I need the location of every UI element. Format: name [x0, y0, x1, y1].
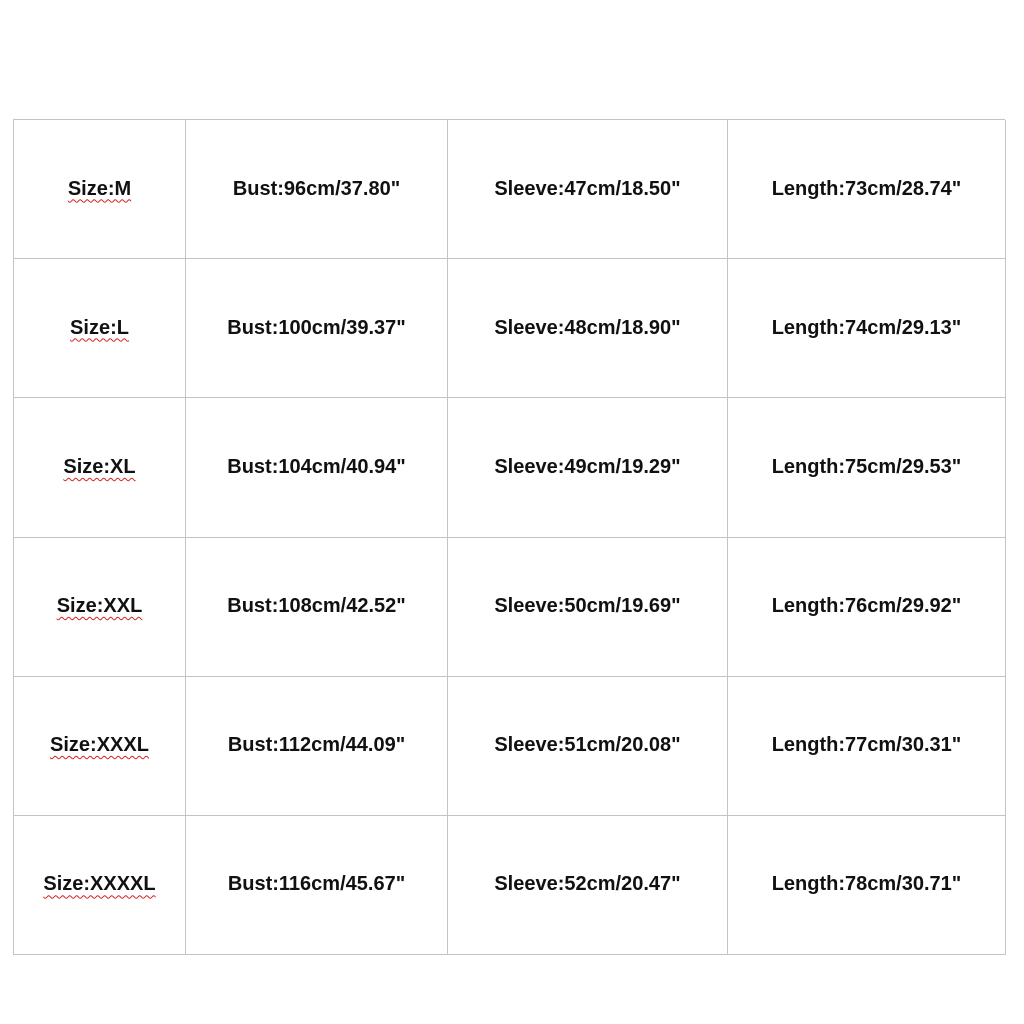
bust-cell: Bust:116cm/45.67" — [186, 816, 448, 955]
bust-cell: Bust:108cm/42.52" — [186, 538, 448, 677]
size-label: Size:L — [70, 316, 129, 339]
sleeve-cell: Sleeve:47cm/18.50" — [448, 120, 728, 259]
size-cell — [14, 677, 186, 816]
length-cell: Length:78cm/30.71" — [728, 816, 1006, 955]
size-cell — [14, 120, 186, 259]
size-cell — [14, 538, 186, 677]
bust-cell: Bust:104cm/40.94" — [186, 398, 448, 537]
size-cell — [14, 816, 186, 955]
size-cell — [14, 398, 186, 537]
length-cell: Length:75cm/29.53" — [728, 398, 1006, 537]
sleeve-cell: Sleeve:50cm/19.69" — [448, 538, 728, 677]
sleeve-cell: Sleeve:49cm/19.29" — [448, 398, 728, 537]
length-cell: Length:74cm/29.13" — [728, 259, 1006, 398]
size-cell — [14, 259, 186, 398]
length-cell: Length:77cm/30.31" — [728, 677, 1006, 816]
sleeve-cell: Sleeve:51cm/20.08" — [448, 677, 728, 816]
bust-cell: Bust:100cm/39.37" — [186, 259, 448, 398]
size-label: Size:XXXL — [50, 734, 149, 757]
sleeve-cell: Sleeve:48cm/18.90" — [448, 259, 728, 398]
bust-cell: Bust:112cm/44.09" — [186, 677, 448, 816]
size-label: Size:XL — [63, 455, 136, 478]
size-chart-table — [13, 119, 1005, 955]
bust-cell: Bust:96cm/37.80" — [186, 120, 448, 259]
size-label: Size:M — [67, 177, 132, 200]
length-cell: Length:76cm/29.92" — [728, 538, 1006, 677]
size-label: Size:XXL — [56, 595, 143, 618]
size-label: Size:XXXXL — [43, 873, 156, 896]
length-cell: Length:73cm/28.74" — [728, 120, 1006, 259]
sleeve-cell: Sleeve:52cm/20.47" — [448, 816, 728, 955]
